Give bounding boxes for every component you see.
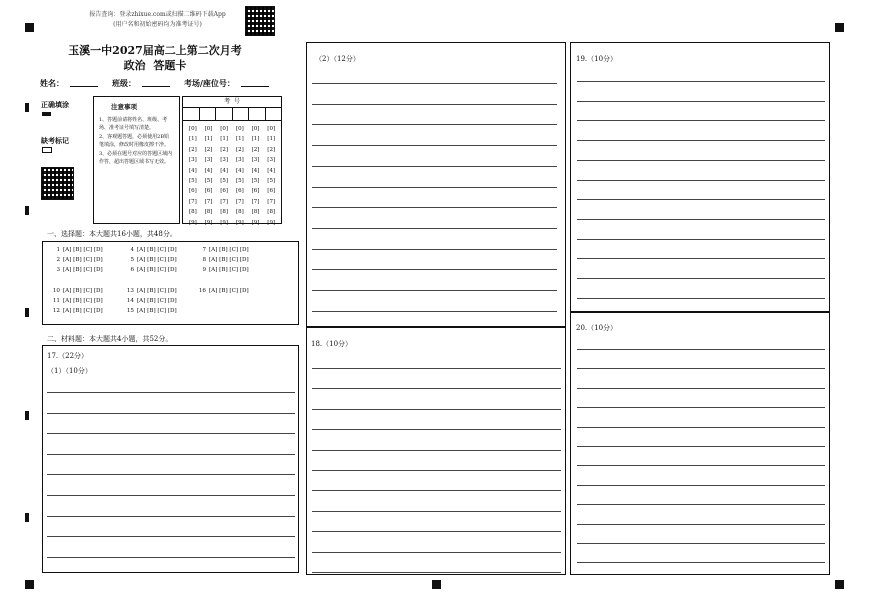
choice-number: 9 (202, 267, 206, 273)
answer-line[interactable] (577, 349, 825, 350)
exam-number-digits (183, 121, 281, 231)
choice-options[interactable]: [A] [B] [C] [D] (137, 298, 177, 304)
exam-number-bubble[interactable]: [3] (251, 157, 260, 164)
choice-question[interactable] (51, 247, 103, 253)
corner-mark-br (835, 580, 844, 589)
answer-line[interactable] (47, 536, 295, 537)
name-label: 姓名： (40, 78, 64, 88)
answer-line[interactable] (312, 429, 561, 430)
exam-number-bubble[interactable]: [2] (204, 146, 213, 153)
choice-number: 14 (126, 298, 134, 304)
choice-question[interactable] (125, 257, 177, 263)
choice-number: 2 (56, 257, 60, 263)
choice-question[interactable] (197, 247, 249, 253)
section2-heading: 二、材料题：本大题共4小题，共52分。 (47, 335, 173, 343)
exam-number-bubble[interactable]: [7] (267, 198, 276, 205)
section1-heading: 一、选择题：本大题共16小题，共48分。 (47, 230, 177, 238)
answer-line[interactable] (47, 392, 295, 393)
exam-title: 玉溪一中2027届高二上第二次月考 (68, 44, 242, 57)
score-query-hint: (用户名和初始密码均为准考证号) (113, 21, 202, 28)
answer-line[interactable] (577, 298, 825, 299)
choice-question[interactable] (51, 257, 103, 263)
choice-question[interactable] (51, 308, 103, 314)
exam-number-bubble[interactable]: [7] (204, 198, 213, 205)
answer-line[interactable] (577, 120, 825, 121)
answer-line[interactable] (47, 454, 295, 455)
exam-number-bubble[interactable]: [7] (188, 198, 197, 205)
exam-number-write-row[interactable] (183, 108, 281, 121)
exam-number-bubble[interactable]: [1] (188, 136, 197, 143)
exam-number-column (216, 124, 232, 228)
exam-number-bubble[interactable]: [2] (235, 146, 244, 153)
choice-options[interactable]: [A] [B] [C] [D] (63, 298, 103, 304)
answer-line[interactable] (47, 557, 295, 558)
answer-line[interactable] (312, 104, 557, 105)
answer-line[interactable] (577, 101, 825, 102)
choice-question[interactable] (125, 267, 177, 273)
exam-number-bubble[interactable]: [0] (188, 126, 197, 132)
choice-question[interactable] (125, 288, 177, 294)
exam-number-bubble[interactable]: [1] (267, 136, 276, 143)
answer-line[interactable] (577, 160, 825, 161)
exam-number-bubble[interactable]: [8] (235, 209, 244, 216)
exam-number-bubble[interactable]: [0] (220, 126, 229, 132)
choice-question[interactable] (125, 247, 177, 253)
answer-line[interactable] (312, 511, 561, 512)
choice-options[interactable]: [A] [B] [C] [D] (137, 257, 177, 263)
answer-line[interactable] (312, 228, 557, 229)
exam-number-cell[interactable] (216, 108, 233, 120)
answer-panel-q20[interactable] (570, 312, 830, 575)
exam-number-bubble[interactable]: [1] (251, 136, 260, 143)
timing-mark (25, 103, 29, 112)
exam-number-bubble[interactable]: [0] (267, 126, 276, 132)
answer-line[interactable] (577, 368, 825, 369)
choice-options[interactable]: [A] [B] [C] [D] (63, 247, 103, 253)
exam-number-bubble[interactable]: [5] (251, 178, 260, 185)
choice-number: 3 (56, 267, 60, 273)
choice-question[interactable] (125, 308, 177, 314)
choice-number: 6 (130, 267, 134, 273)
notice-title: 注意事项 (111, 103, 137, 111)
answer-line[interactable] (312, 124, 557, 125)
answer-line[interactable] (577, 562, 825, 563)
corner-mark-tr (835, 23, 844, 32)
answer-line[interactable] (577, 407, 825, 408)
exam-number-column (248, 124, 264, 228)
choice-options[interactable]: [A] [B] [C] [D] (63, 257, 103, 263)
class-field[interactable] (142, 78, 170, 87)
choice-options[interactable]: [A] [B] [C] [D] (209, 288, 249, 294)
choice-number: 12 (52, 308, 60, 314)
exam-number-bubble[interactable]: [6] (235, 188, 244, 195)
answer-line[interactable] (577, 180, 825, 181)
room-seat-field[interactable] (241, 78, 269, 87)
exam-number-bubble[interactable]: [5] (267, 178, 276, 185)
choice-number: 1 (56, 247, 60, 253)
student-info-row (40, 78, 300, 89)
exam-number-bubble[interactable]: [2] (251, 146, 260, 153)
timing-mark (25, 206, 29, 215)
choice-answer-box (42, 241, 299, 325)
answer-line[interactable] (47, 495, 295, 496)
answer-line[interactable] (577, 258, 825, 259)
answer-line[interactable] (47, 413, 295, 414)
exam-number-column (185, 124, 201, 228)
answer-line[interactable] (312, 388, 561, 389)
choice-number: 8 (202, 257, 206, 263)
choice-question[interactable] (197, 288, 249, 294)
answer-line[interactable] (577, 199, 825, 200)
exam-number-cell[interactable] (183, 108, 200, 120)
exam-number-bubble[interactable]: [6] (267, 188, 276, 195)
choice-number: 7 (202, 247, 206, 253)
q18-heading: 18.（10分） (311, 340, 353, 348)
choice-number: 10 (52, 288, 60, 294)
exam-number-bubble[interactable]: [1] (220, 136, 229, 143)
exam-number-bubble[interactable]: [9] (267, 219, 276, 226)
name-field[interactable] (70, 78, 98, 87)
score-query-line: 报告查询：登录zhixue.com或扫描二维码下载App (89, 11, 226, 18)
exam-number-bubble[interactable]: [2] (188, 146, 197, 153)
qr-code-icon[interactable] (245, 6, 275, 36)
exam-number-bubble[interactable]: [7] (251, 198, 260, 205)
choice-options[interactable]: [A] [B] [C] [D] (63, 267, 103, 273)
exam-number-bubble[interactable]: [6] (220, 188, 229, 195)
exam-number-bubble[interactable]: [9] (204, 219, 213, 226)
choice-question[interactable] (51, 288, 103, 294)
choice-options[interactable]: [A] [B] [C] [D] (63, 288, 103, 294)
answer-panel-q17[interactable] (42, 345, 299, 573)
corner-mark-tl (25, 23, 34, 32)
exam-number-bubble[interactable]: [3] (235, 157, 244, 164)
exam-number-bubble[interactable]: [2] (267, 146, 276, 153)
absent-label: 缺考标记 (41, 136, 69, 145)
answer-line[interactable] (577, 427, 825, 428)
answer-line[interactable] (312, 145, 557, 146)
exam-number-bubble[interactable]: [6] (251, 188, 260, 195)
exam-number-cell[interactable] (200, 108, 217, 120)
answer-line[interactable] (577, 485, 825, 486)
answer-line[interactable] (312, 207, 557, 208)
timing-mark (25, 411, 29, 420)
notice-box (93, 96, 180, 224)
exam-number-cell[interactable] (233, 108, 250, 120)
answer-panel-q18[interactable] (306, 327, 566, 575)
answer-line[interactable] (312, 450, 561, 451)
answer-line[interactable] (312, 249, 557, 250)
exam-number-column (263, 124, 279, 228)
answer-line[interactable] (577, 239, 825, 240)
exam-number-bubble[interactable]: [8] (188, 209, 197, 216)
corner-mark-bl (25, 580, 34, 589)
answer-line[interactable] (577, 524, 825, 525)
exam-number-cell[interactable] (266, 108, 282, 120)
exam-number-cell[interactable] (249, 108, 266, 120)
choice-question[interactable] (51, 267, 103, 273)
exam-number-bubble[interactable]: [0] (251, 126, 260, 132)
choice-options[interactable]: [A] [B] [C] [D] (209, 257, 249, 263)
choice-question[interactable] (51, 298, 103, 304)
exam-number-bubble[interactable]: [3] (220, 157, 229, 164)
timing-mark (25, 513, 29, 522)
exam-number-bubble[interactable]: [7] (220, 198, 229, 205)
q17-sub2-heading: （2）（12分） (315, 55, 360, 63)
exam-number-bubble[interactable]: [3] (188, 157, 197, 164)
choice-options[interactable]: [A] [B] [C] [D] (137, 308, 177, 314)
exam-subtitle: 政治 答题卡 (123, 59, 187, 72)
exam-number-bubble[interactable]: [7] (235, 198, 244, 205)
exam-number-bubble[interactable]: [5] (220, 178, 229, 185)
correct-fill-label: 正确填涂 (41, 100, 69, 109)
exam-number-bubble[interactable]: [5] (188, 178, 197, 185)
exam-number-bubble[interactable]: [4] (220, 167, 229, 174)
choice-options[interactable]: [A] [B] [C] [D] (209, 267, 249, 273)
absent-checkbox[interactable] (42, 147, 52, 153)
exam-number-bubble[interactable]: [2] (220, 146, 229, 153)
exam-number-bubble[interactable]: [8] (220, 209, 229, 216)
exam-number-bubble[interactable]: [5] (204, 178, 213, 185)
answer-line[interactable] (47, 516, 295, 517)
answer-line[interactable] (312, 269, 557, 270)
choice-number: 4 (130, 247, 134, 253)
corner-mark-bm (432, 580, 441, 589)
exam-number-header: 考 号 (183, 97, 281, 108)
exam-number-bubble[interactable]: [3] (267, 157, 276, 164)
answer-line[interactable] (577, 446, 825, 447)
answer-line[interactable] (312, 490, 561, 491)
answer-line[interactable] (312, 531, 561, 532)
choice-number: 13 (126, 288, 134, 294)
answer-line[interactable] (312, 83, 557, 84)
room-seat-label: 考场/座位号： (184, 78, 235, 88)
exam-number-bubble[interactable]: [5] (235, 178, 244, 185)
answer-line[interactable] (312, 470, 561, 471)
exam-number-bubble[interactable]: [4] (204, 167, 213, 174)
choice-options[interactable]: [A] [B] [C] [D] (137, 247, 177, 253)
answer-line[interactable] (577, 219, 825, 220)
answer-panel-q19[interactable] (570, 42, 830, 312)
choice-number: 5 (130, 257, 134, 263)
q17-heading: 17.（22分） (47, 352, 89, 360)
exam-number-column (232, 124, 248, 228)
choice-options[interactable]: [A] [B] [C] [D] (209, 247, 249, 253)
choice-options[interactable]: [A] [B] [C] [D] (137, 288, 177, 294)
score-query-note (70, 10, 245, 30)
exam-number-grid (182, 96, 282, 224)
choice-options[interactable]: [A] [B] [C] [D] (137, 267, 177, 273)
answer-line[interactable] (312, 311, 557, 312)
exam-number-bubble[interactable]: [4] (251, 167, 260, 174)
answer-line[interactable] (312, 187, 557, 188)
answer-line[interactable] (312, 290, 557, 291)
exam-number-bubble[interactable]: [6] (204, 188, 213, 195)
answer-line[interactable] (577, 81, 825, 82)
choice-number: 15 (126, 308, 134, 314)
answer-line[interactable] (577, 465, 825, 466)
exam-number-bubble[interactable]: [1] (235, 136, 244, 143)
qr-code-icon (41, 167, 74, 200)
exam-number-bubble[interactable]: [4] (235, 167, 244, 174)
exam-number-bubble[interactable]: [9] (188, 219, 197, 226)
class-label: 班级： (112, 78, 136, 88)
notice-item: 1、答题前请将姓名、班级、考场、准考证号填写清楚。 (99, 116, 168, 131)
answer-line[interactable] (577, 140, 825, 141)
answer-line[interactable] (577, 504, 825, 505)
answer-line[interactable] (47, 474, 295, 475)
correct-fill-sample-icon (42, 112, 51, 116)
answer-line[interactable] (312, 368, 561, 369)
exam-number-bubble[interactable]: [8] (204, 209, 213, 216)
answer-line[interactable] (577, 543, 825, 544)
q19-heading: 19.（10分） (576, 55, 618, 63)
notice-item: 3、必须在题号对应的答题区域内作答，超出答题区域书写无效。 (99, 150, 173, 165)
exam-number-bubble[interactable]: [4] (267, 167, 276, 174)
answer-panel-q17-continued[interactable] (306, 42, 566, 327)
exam-number-bubble[interactable]: [8] (267, 209, 276, 216)
choice-question[interactable] (197, 257, 249, 263)
q17-sub1-heading: （1）（10分） (47, 367, 92, 375)
answer-line[interactable] (577, 388, 825, 389)
exam-number-bubble[interactable]: [3] (204, 157, 213, 164)
exam-number-bubble[interactable]: [1] (204, 136, 213, 143)
exam-number-bubble[interactable]: [8] (251, 209, 260, 216)
answer-line[interactable] (577, 278, 825, 279)
q20-heading: 20.（10分） (576, 324, 618, 332)
exam-number-bubble[interactable]: [9] (220, 219, 229, 226)
answer-line[interactable] (312, 552, 561, 553)
exam-number-bubble[interactable]: [4] (188, 167, 197, 174)
timing-mark (25, 308, 29, 317)
answer-line[interactable] (312, 166, 557, 167)
answer-line[interactable] (312, 409, 561, 410)
choice-number: 11 (52, 298, 60, 304)
choice-question[interactable] (197, 267, 249, 273)
answer-line[interactable] (312, 572, 561, 573)
exam-number-bubble[interactable]: [6] (188, 188, 197, 195)
choice-options[interactable]: [A] [B] [C] [D] (63, 308, 103, 314)
choice-question[interactable] (125, 298, 177, 304)
notice-item: 2、客观题答题，必须使用2B铅笔填涂，修改时用橡皮擦干净。 (99, 133, 170, 148)
exam-number-bubble[interactable]: [0] (235, 126, 244, 132)
exam-number-column (201, 124, 217, 228)
choice-number: 16 (198, 288, 206, 294)
exam-number-bubble[interactable]: [9] (251, 219, 260, 226)
exam-number-bubble[interactable]: [9] (235, 219, 244, 226)
exam-number-bubble[interactable]: [0] (204, 126, 213, 132)
answer-line[interactable] (47, 433, 295, 434)
